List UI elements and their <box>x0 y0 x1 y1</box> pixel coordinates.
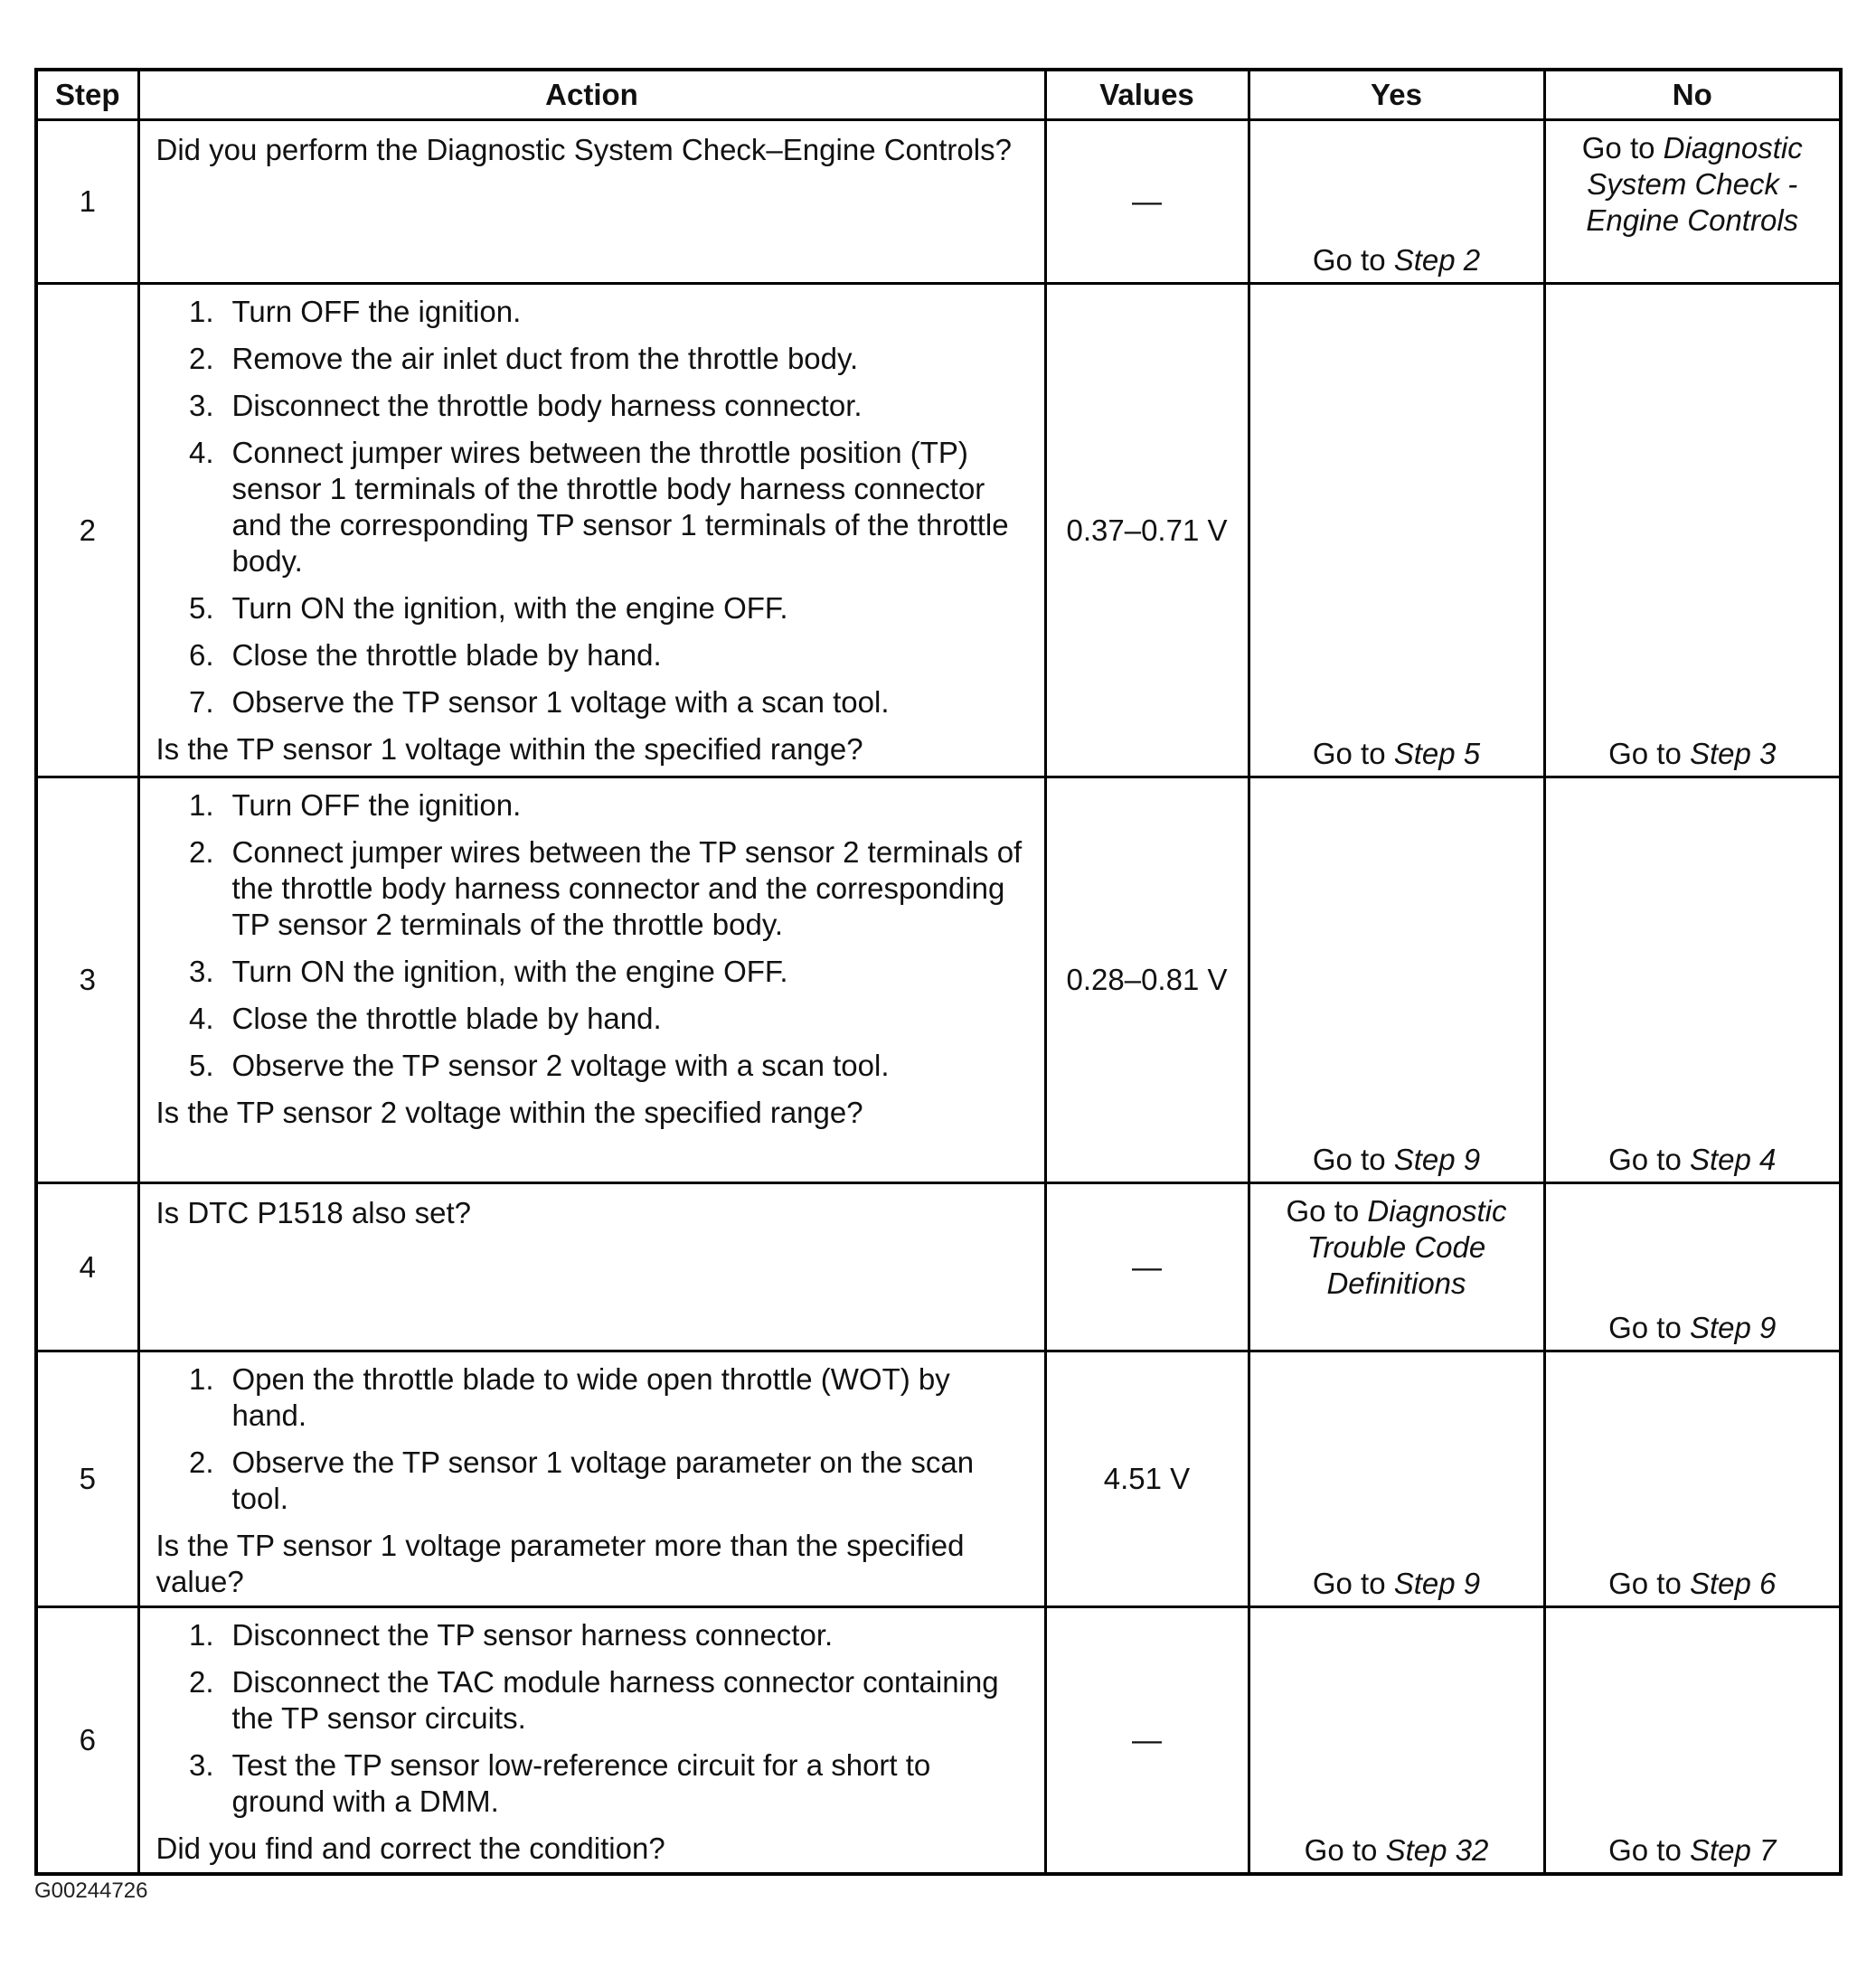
yes-cell <box>1249 1607 1544 1875</box>
instruction-list <box>156 1361 1032 1517</box>
header-yes: Yes <box>1249 70 1544 120</box>
action-cell <box>138 1607 1045 1875</box>
instruction-item: 3. Disconnect the throttle body harness connector. <box>188 389 863 422</box>
action-question: Is the TP sensor 2 voltage within the specified range? <box>156 1096 863 1129</box>
diagnostic-table <box>34 68 1843 1876</box>
yes-link[interactable]: Step 5 <box>1393 737 1481 770</box>
yes-link[interactable]: Step 32 <box>1385 1833 1489 1867</box>
table-row <box>36 1351 1841 1607</box>
table-row <box>36 1183 1841 1351</box>
yes-prefix: Go to <box>1312 1567 1386 1600</box>
header-step: Step <box>36 70 138 120</box>
yes-cell <box>1249 284 1544 777</box>
value-cell: — <box>1045 1183 1249 1351</box>
yes-prefix: Go to <box>1312 737 1386 770</box>
yes-prefix: Go to <box>1286 1194 1360 1228</box>
yes-prefix: Go to <box>1312 243 1386 277</box>
value-cell: 0.37–0.71 V <box>1045 284 1249 777</box>
no-link[interactable]: Step 7 <box>1689 1833 1777 1867</box>
step-number: 5 <box>36 1351 138 1607</box>
header-action: Action <box>138 70 1045 120</box>
no-link[interactable]: Step 6 <box>1689 1567 1777 1600</box>
action-question: Is DTC P1518 also set? <box>156 1196 471 1229</box>
table-row <box>36 284 1841 777</box>
header-row <box>36 70 1841 120</box>
no-prefix: Go to <box>1608 1143 1682 1176</box>
no-prefix: Go to <box>1608 737 1682 770</box>
yes-link[interactable]: Diagnostic Trouble Code Definitions <box>1306 1194 1507 1300</box>
no-prefix: Go to <box>1608 1567 1682 1600</box>
no-link[interactable]: Step 4 <box>1689 1143 1777 1176</box>
instruction-item: 5. Observe the TP sensor 2 voltage with a scan tool. <box>188 1049 890 1082</box>
table-row <box>36 120 1841 284</box>
value-cell: 4.51 V <box>1045 1351 1249 1607</box>
figure-id: G00244726 <box>34 1879 148 1903</box>
action-question: Is the TP sensor 1 voltage parameter more than the specified value? <box>156 1529 965 1598</box>
yes-prefix: Go to <box>1312 1143 1386 1176</box>
step-number: 1 <box>36 120 138 284</box>
header-no: No <box>1544 70 1841 120</box>
instruction-list <box>156 1617 1032 1820</box>
table-row <box>36 777 1841 1183</box>
yes-link[interactable]: Step 9 <box>1393 1567 1481 1600</box>
step-number: 2 <box>36 284 138 777</box>
yes-cell <box>1249 1351 1544 1607</box>
no-prefix: Go to <box>1608 1311 1682 1344</box>
no-cell <box>1544 777 1841 1183</box>
instruction-item: 1. Turn OFF the ignition. <box>188 788 522 822</box>
yes-prefix: Go to <box>1304 1833 1378 1867</box>
action-question: Did you find and correct the condition? <box>156 1831 665 1865</box>
action-question: Is the TP sensor 1 voltage within the specified range? <box>156 732 863 766</box>
action-cell <box>138 1351 1045 1607</box>
no-link[interactable]: Step 3 <box>1689 737 1777 770</box>
instruction-item: 7. Observe the TP sensor 1 voltage with a scan tool. <box>188 685 890 719</box>
header-values: Values <box>1045 70 1249 120</box>
value-cell: — <box>1045 120 1249 284</box>
instruction-item: 4. Close the throttle blade by hand. <box>188 1002 662 1035</box>
action-cell <box>138 777 1045 1183</box>
no-cell <box>1544 284 1841 777</box>
step-number: 3 <box>36 777 138 1183</box>
instruction-item: 1. Open the throttle blade to wide open throttle (WOT) by hand. <box>188 1362 950 1432</box>
yes-cell <box>1249 777 1544 1183</box>
no-cell <box>1544 1607 1841 1875</box>
value-cell: — <box>1045 1607 1249 1875</box>
instruction-item: 1. Disconnect the TP sensor harness connector. <box>188 1618 834 1652</box>
instruction-item: 3. Turn ON the ignition, with the engine OFF. <box>188 955 788 988</box>
action-question: Did you perform the Diagnostic System Check–Engine Controls? <box>156 133 1012 166</box>
step-number: 6 <box>36 1607 138 1875</box>
no-cell <box>1544 1351 1841 1607</box>
no-cell <box>1544 120 1841 284</box>
instruction-item: 3. Test the TP sensor low-reference circuit for a short to ground with a DMM. <box>188 1748 931 1818</box>
yes-cell <box>1249 1183 1544 1351</box>
instruction-item: 4. Connect jumper wires between the throttle position (TP) sensor 1 terminals of the throttle body harness connector and the corresponding TP sensor 1 terminals of the throttle body. <box>188 436 1009 578</box>
instruction-item: 1. Turn OFF the ignition. <box>188 295 522 328</box>
table-row <box>36 1607 1841 1875</box>
instruction-item: 2. Remove the air inlet duct from the throttle body. <box>188 342 859 375</box>
no-prefix: Go to <box>1581 131 1655 165</box>
no-prefix: Go to <box>1608 1833 1682 1867</box>
yes-link[interactable]: Step 2 <box>1393 243 1481 277</box>
yes-cell <box>1249 120 1544 284</box>
instruction-item: 2. Disconnect the TAC module harness connector containing the TP sensor circuits. <box>188 1665 999 1735</box>
instruction-item: 6. Close the throttle blade by hand. <box>188 638 662 672</box>
instruction-item: 5. Turn ON the ignition, with the engine OFF. <box>188 591 788 625</box>
instruction-item: 2. Observe the TP sensor 1 voltage parameter on the scan tool. <box>188 1445 975 1515</box>
step-number: 4 <box>36 1183 138 1351</box>
action-cell <box>138 120 1045 284</box>
no-link[interactable]: Step 9 <box>1689 1311 1777 1344</box>
yes-link[interactable]: Step 9 <box>1393 1143 1481 1176</box>
instruction-list <box>156 294 1032 720</box>
instruction-list <box>156 787 1032 1084</box>
no-cell <box>1544 1183 1841 1351</box>
instruction-item: 2. Connect jumper wires between the TP sensor 2 terminals of the throttle body harness connector and the corresponding TP sensor 2 terminals of the throttle body. <box>188 835 1023 941</box>
no-link[interactable]: Diagnostic System Check - Engine Controls <box>1586 131 1803 237</box>
value-cell: 0.28–0.81 V <box>1045 777 1249 1183</box>
action-cell <box>138 284 1045 777</box>
action-cell <box>138 1183 1045 1351</box>
